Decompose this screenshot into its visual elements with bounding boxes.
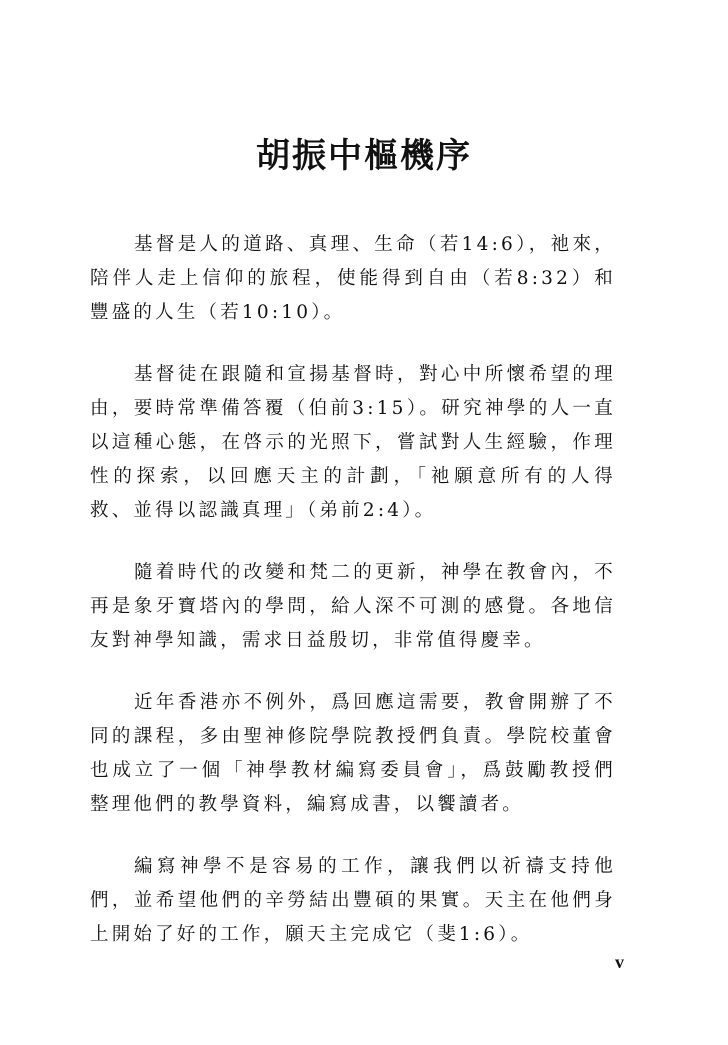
- page-title: 胡振中樞機序: [256, 136, 472, 176]
- preface-body: [90, 228, 616, 980]
- paragraph-1: 基督是人的道路、真理、生命（若14:6），祂來，陪伴人走上信仰的旅程，使能得到自由（若8:32）和豐盛的人生（若10:10）。: [90, 234, 616, 323]
- paragraph-3: 隨着時代的改變和梵二的更新，神學在教會內，不再是象牙寶塔內的學問，給人深不可測的感覺。各地信友對神學知識，需求日益殷切，非常值得慶幸。: [90, 562, 616, 651]
- paragraph-4: 近年香港亦不例外，爲回應這需要，教會開辦了不同的課程，多由聖神修院學院教授們負責。學院校董會也成立了一個「神學教材編寫委員會」，爲鼓勵教授們整理他們的教學資料，編寫成書，以饗讀者。: [90, 692, 616, 815]
- page-number: v: [615, 952, 624, 972]
- paragraph-5: 編寫神學不是容易的工作，讓我們以祈禱支持他們，並希望他們的辛勞結出豐碩的果實。天主在他們身上開始了好的工作，願天主完成它（斐1:6）。: [90, 856, 616, 945]
- paragraph-2: 基督徒在跟隨和宣揚基督時，對心中所懷希望的理由，要時常準備答覆（伯前3:15）。研究神學的人一直以這種心態，在啓示的光照下，嘗試對人生經驗，作理性的探索，以回應天主的計劃，「祂願意所有的人得救、並得以認識真理」（弟前2:4）。: [90, 364, 616, 521]
